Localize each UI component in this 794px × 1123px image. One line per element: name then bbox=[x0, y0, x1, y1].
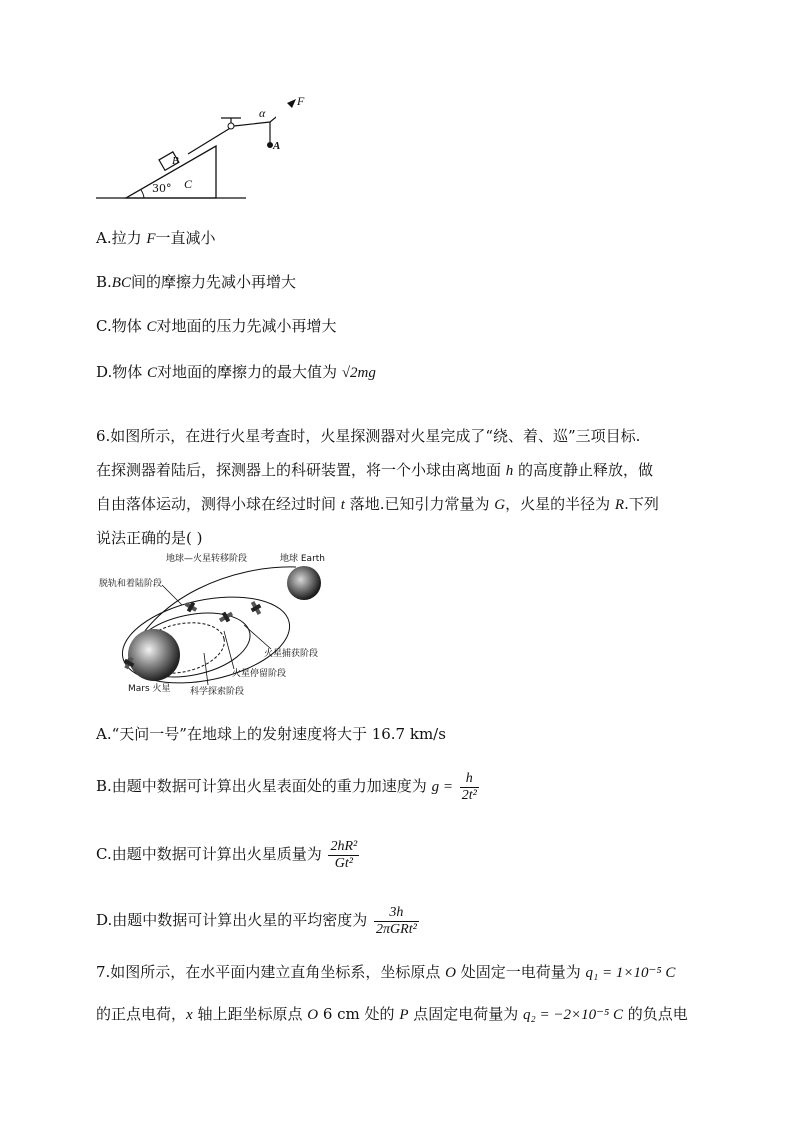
angle-arc bbox=[141, 190, 144, 198]
label-science: 科学探索阶段 bbox=[190, 687, 245, 697]
fraction-b: $\frac{h}{\text{2t²}}$ bbox=[461, 770, 477, 803]
q6-option-c: C.由题中数据可计算出火星质量为 $\frac{\text{2hR²}}{\text{Gt²}}$ bbox=[96, 838, 358, 871]
earth-planet bbox=[287, 566, 321, 600]
label-parking: 火星停留阶段 bbox=[232, 669, 287, 679]
q6-line-2: 在探测器着陆后，探测器上的科研装置，将一个小球由离地面 h 的高度静止释放，做 bbox=[96, 461, 654, 479]
q6-line-3: 自由落体运动，测得小球在经过时间 t 落地.已知引力常量为 G，火星的半径为 R.下列 bbox=[96, 495, 659, 513]
charge-q2: q₂ = −2×10⁻⁵ C bbox=[523, 1007, 624, 1023]
q6-line-4: 说法正确的是( ) bbox=[96, 529, 203, 547]
label-earth: 地球 Earth bbox=[280, 554, 325, 564]
q6-line-1: 6.如图所示，在进行火星考查时，火星探测器对火星完成了“绕、着、巡”三项目标. bbox=[96, 427, 641, 445]
q5-option-b: B.BC间的摩擦力先减小再增大 bbox=[96, 273, 296, 291]
q6-option-b: B.由题中数据可计算出火星表面处的重力加速度为 g = $\frac{h}{\text{2t²}}$ bbox=[96, 770, 477, 803]
label-B: B bbox=[172, 155, 179, 167]
probe-icon-1 bbox=[183, 600, 198, 615]
q5-option-c: C.物体 C对地面的压力先减小再增大 bbox=[96, 317, 337, 335]
label-F: F bbox=[297, 94, 305, 108]
q6-option-a: A.“天问一号”在地球上的发射速度将大于 16.7 km/s bbox=[96, 725, 446, 743]
leader-parking bbox=[224, 631, 234, 669]
leader-science bbox=[204, 653, 208, 685]
q7-line-1: 7.如图所示，在水平面内建立直角坐标系，坐标原点 O 处固定一电荷量为 q₁ = 1×10⁻⁵ C bbox=[96, 963, 676, 981]
charge-q1: q₁ = 1×10⁻⁵ C bbox=[585, 965, 676, 981]
rope-2 bbox=[234, 122, 270, 126]
label-alpha: α bbox=[259, 106, 266, 120]
label-landing: 脱轨和着陆阶段 bbox=[99, 579, 163, 589]
q5-option-d: D.物体 C对地面的摩擦力的最大值为 √2mg bbox=[96, 363, 376, 381]
mars-planet bbox=[128, 629, 180, 681]
label-C: C bbox=[184, 177, 193, 191]
label-angle: 30° bbox=[152, 182, 172, 195]
label-A: A bbox=[273, 140, 281, 152]
pulley bbox=[228, 123, 234, 129]
label-capture: 火星捕获阶段 bbox=[264, 649, 319, 659]
q6-option-d: D.由题中数据可计算出火星的平均密度为 $\frac{3h}{\text{2πGRt²}}$ bbox=[96, 904, 417, 937]
fraction-c: $\frac{\text{2hR²}}{\text{Gt²}}$ bbox=[330, 838, 358, 871]
fraction-d: $\frac{3h}{\text{2πGRt²}}$ bbox=[376, 904, 417, 937]
q5-option-a: A.拉力 F一直减小 bbox=[96, 229, 216, 247]
label-transfer: 地球—火星转移阶段 bbox=[166, 554, 248, 564]
mars-orbit-figure bbox=[96, 545, 366, 700]
formula-sqrt2mg: √2mg bbox=[341, 365, 376, 381]
label-mars: Mars 火星 bbox=[128, 684, 171, 694]
leader-landing bbox=[162, 585, 182, 605]
force-arrow bbox=[270, 104, 276, 122]
q7-line-2: 的正点电荷，x 轴上距坐标原点 O 6 cm 处的 P 点固定电荷量为 q₂ = −2×10⁻⁵ C 的负点电 bbox=[96, 1005, 688, 1023]
probe-icon-3 bbox=[248, 599, 264, 616]
force-arrowhead bbox=[284, 98, 298, 112]
